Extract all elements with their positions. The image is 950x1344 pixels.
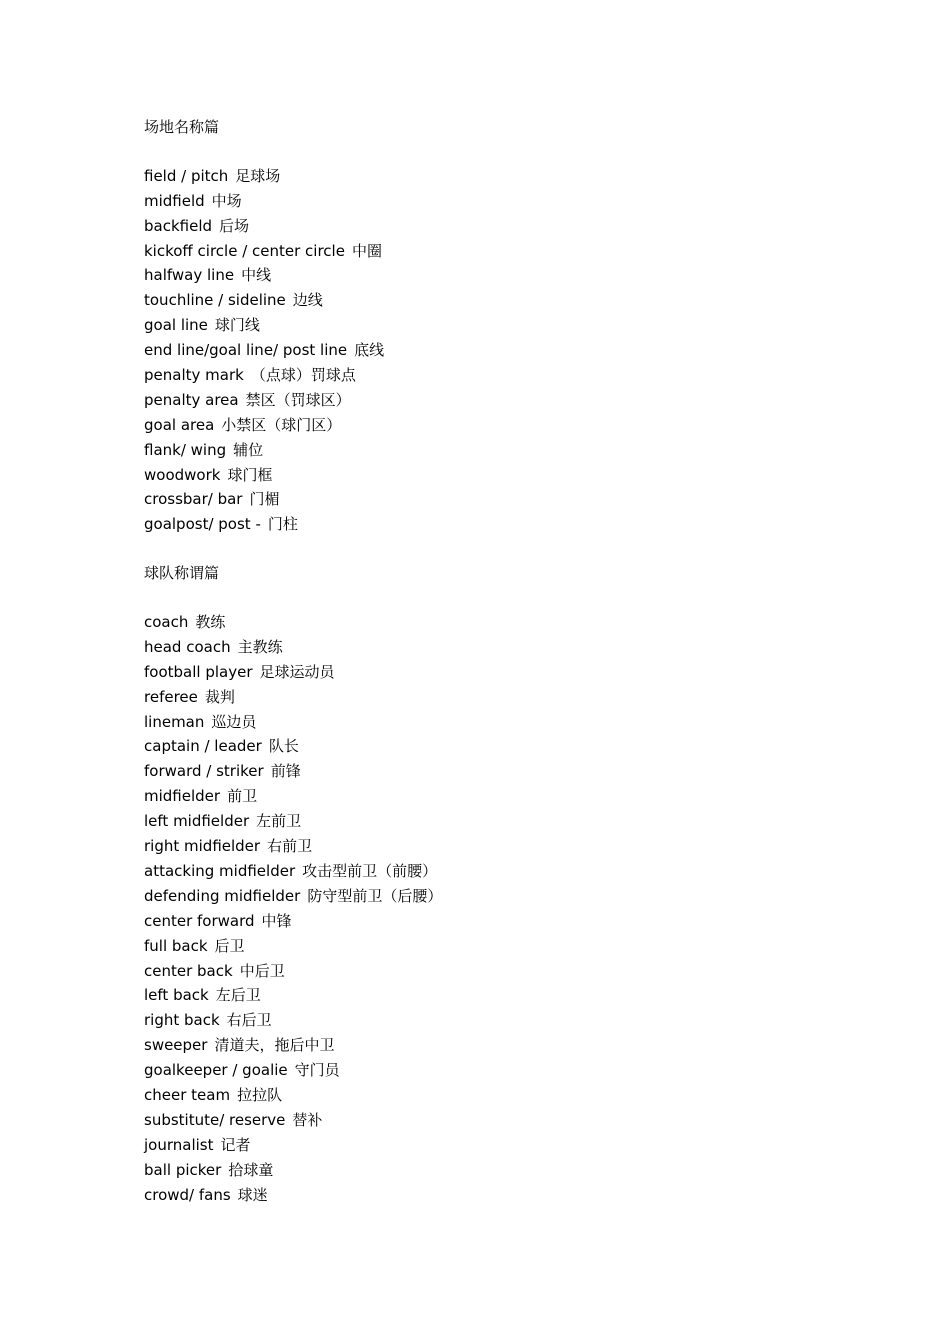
term-english: goalkeeper / goalie xyxy=(144,1061,288,1080)
term-entry xyxy=(144,487,844,512)
term-chinese: 边线 xyxy=(292,291,323,310)
term-list-venue xyxy=(144,164,844,537)
term-chinese: 辅位 xyxy=(233,440,264,459)
term-chinese: 右前卫 xyxy=(267,837,313,856)
term-chinese: 中后卫 xyxy=(239,961,285,980)
term-chinese: 记者 xyxy=(220,1135,251,1154)
term-chinese: 裁判 xyxy=(204,687,235,706)
term-english: sweeper xyxy=(144,1036,208,1055)
term-entry xyxy=(144,809,844,834)
term-entry xyxy=(144,313,844,338)
term-entry xyxy=(144,884,844,909)
term-english: midfield xyxy=(144,191,205,210)
term-entry xyxy=(144,512,844,537)
term-chinese: 小禁区（球门区） xyxy=(221,415,342,434)
term-entry xyxy=(144,1058,844,1083)
term-chinese: 拾球童 xyxy=(228,1160,274,1179)
term-english: attacking midfielder xyxy=(144,861,296,880)
term-entry xyxy=(144,759,844,784)
term-chinese: 替补 xyxy=(292,1110,323,1129)
spacer xyxy=(144,537,844,561)
term-chinese: 拉拉队 xyxy=(237,1085,283,1104)
term-chinese: 防守型前卫（后腰） xyxy=(307,886,443,905)
term-entry xyxy=(144,859,844,884)
term-entry xyxy=(144,1183,844,1208)
term-entry xyxy=(144,834,844,859)
term-english: goal area xyxy=(144,415,215,434)
term-english: substitute/ reserve xyxy=(144,1110,286,1129)
spacer xyxy=(144,140,844,164)
term-english: ball picker xyxy=(144,1160,222,1179)
term-entry xyxy=(144,784,844,809)
term-english: coach xyxy=(144,613,189,632)
term-english: head coach xyxy=(144,637,231,656)
term-chinese: 后场 xyxy=(219,216,250,235)
term-chinese: 足球运动员 xyxy=(259,662,335,681)
term-english: touchline / sideline xyxy=(144,291,286,310)
term-entry xyxy=(144,710,844,735)
term-english: lineman xyxy=(144,712,205,731)
term-chinese: 前锋 xyxy=(270,762,301,781)
term-chinese: （点球）罚球点 xyxy=(250,366,356,385)
term-entry xyxy=(144,388,844,413)
term-entry xyxy=(144,214,844,239)
term-chinese: 右后卫 xyxy=(226,1011,272,1030)
term-entry xyxy=(144,934,844,959)
term-entry xyxy=(144,959,844,984)
term-chinese: 左后卫 xyxy=(215,986,261,1005)
term-english: center forward xyxy=(144,911,255,930)
term-entry xyxy=(144,189,844,214)
spacer xyxy=(144,586,844,610)
term-english: crowd/ fans xyxy=(144,1185,231,1204)
term-english: halfway line xyxy=(144,266,235,285)
term-english: captain / leader xyxy=(144,737,262,756)
term-chinese: 主教练 xyxy=(237,637,283,656)
term-entry xyxy=(144,635,844,660)
term-entry xyxy=(144,1033,844,1058)
section-heading-team: 球队称谓篇 xyxy=(144,564,220,583)
term-chinese: 前卫 xyxy=(227,787,258,806)
term-chinese: 左前卫 xyxy=(256,812,302,831)
term-chinese: 中锋 xyxy=(261,911,292,930)
term-entry xyxy=(144,610,844,635)
term-chinese: 足球场 xyxy=(235,166,281,185)
term-entry xyxy=(144,413,844,438)
term-chinese: 巡边员 xyxy=(211,712,257,731)
term-entry xyxy=(144,363,844,388)
term-chinese: 教练 xyxy=(195,613,226,632)
term-entry xyxy=(144,734,844,759)
term-chinese: 禁区（罚球区） xyxy=(245,390,351,409)
term-chinese: 中场 xyxy=(211,191,242,210)
term-english: end line/goal line/ post line xyxy=(144,341,348,360)
term-entry xyxy=(144,660,844,685)
term-english: center back xyxy=(144,961,233,980)
term-entry xyxy=(144,1083,844,1108)
term-entry xyxy=(144,909,844,934)
term-entry xyxy=(144,1108,844,1133)
term-english: goalpost/ post - xyxy=(144,515,261,534)
term-english: midfielder xyxy=(144,787,221,806)
term-entry xyxy=(144,164,844,189)
term-chinese: 底线 xyxy=(354,341,385,360)
term-english: journalist xyxy=(144,1135,214,1154)
term-english: crossbar/ bar xyxy=(144,490,243,509)
term-chinese: 球门框 xyxy=(227,465,273,484)
term-entry xyxy=(144,438,844,463)
term-english: football player xyxy=(144,662,253,681)
term-chinese: 队长 xyxy=(268,737,299,756)
document-content xyxy=(144,115,844,1207)
term-entry xyxy=(144,1008,844,1033)
term-english: woodwork xyxy=(144,465,221,484)
term-entry xyxy=(144,983,844,1008)
term-english: forward / striker xyxy=(144,762,264,781)
term-list-team xyxy=(144,610,844,1207)
term-entry xyxy=(144,288,844,313)
term-english: field / pitch xyxy=(144,166,229,185)
term-chinese: 中圈 xyxy=(351,241,382,260)
term-entry xyxy=(144,338,844,363)
term-entry xyxy=(144,263,844,288)
term-english: left midfielder xyxy=(144,812,250,831)
term-chinese: 清道夫，拖后中卫 xyxy=(214,1036,335,1055)
term-entry xyxy=(144,685,844,710)
term-english: penalty area xyxy=(144,390,239,409)
term-entry xyxy=(144,463,844,488)
term-english: cheer team xyxy=(144,1085,231,1104)
term-chinese: 中线 xyxy=(241,266,272,285)
term-chinese: 球迷 xyxy=(237,1185,268,1204)
term-chinese: 球门线 xyxy=(214,316,260,335)
term-english: goal line xyxy=(144,316,208,335)
term-english: referee xyxy=(144,687,198,706)
term-english: right midfielder xyxy=(144,837,261,856)
term-english: kickoff circle / center circle xyxy=(144,241,345,260)
term-english: flank/ wing xyxy=(144,440,227,459)
term-entry xyxy=(144,1158,844,1183)
term-entry xyxy=(144,1133,844,1158)
term-english: backfield xyxy=(144,216,213,235)
term-english: penalty mark xyxy=(144,366,244,385)
term-entry xyxy=(144,239,844,264)
section-heading-venue: 场地名称篇 xyxy=(144,118,220,136)
term-english: defending midfielder xyxy=(144,886,301,905)
term-chinese: 门柱 xyxy=(267,515,298,534)
term-chinese: 后卫 xyxy=(214,936,245,955)
term-english: left back xyxy=(144,986,209,1005)
term-chinese: 门楣 xyxy=(249,490,280,509)
term-chinese: 守门员 xyxy=(294,1061,340,1080)
term-english: full back xyxy=(144,936,208,955)
term-chinese: 攻击型前卫（前腰） xyxy=(302,861,438,880)
term-english: right back xyxy=(144,1011,220,1030)
